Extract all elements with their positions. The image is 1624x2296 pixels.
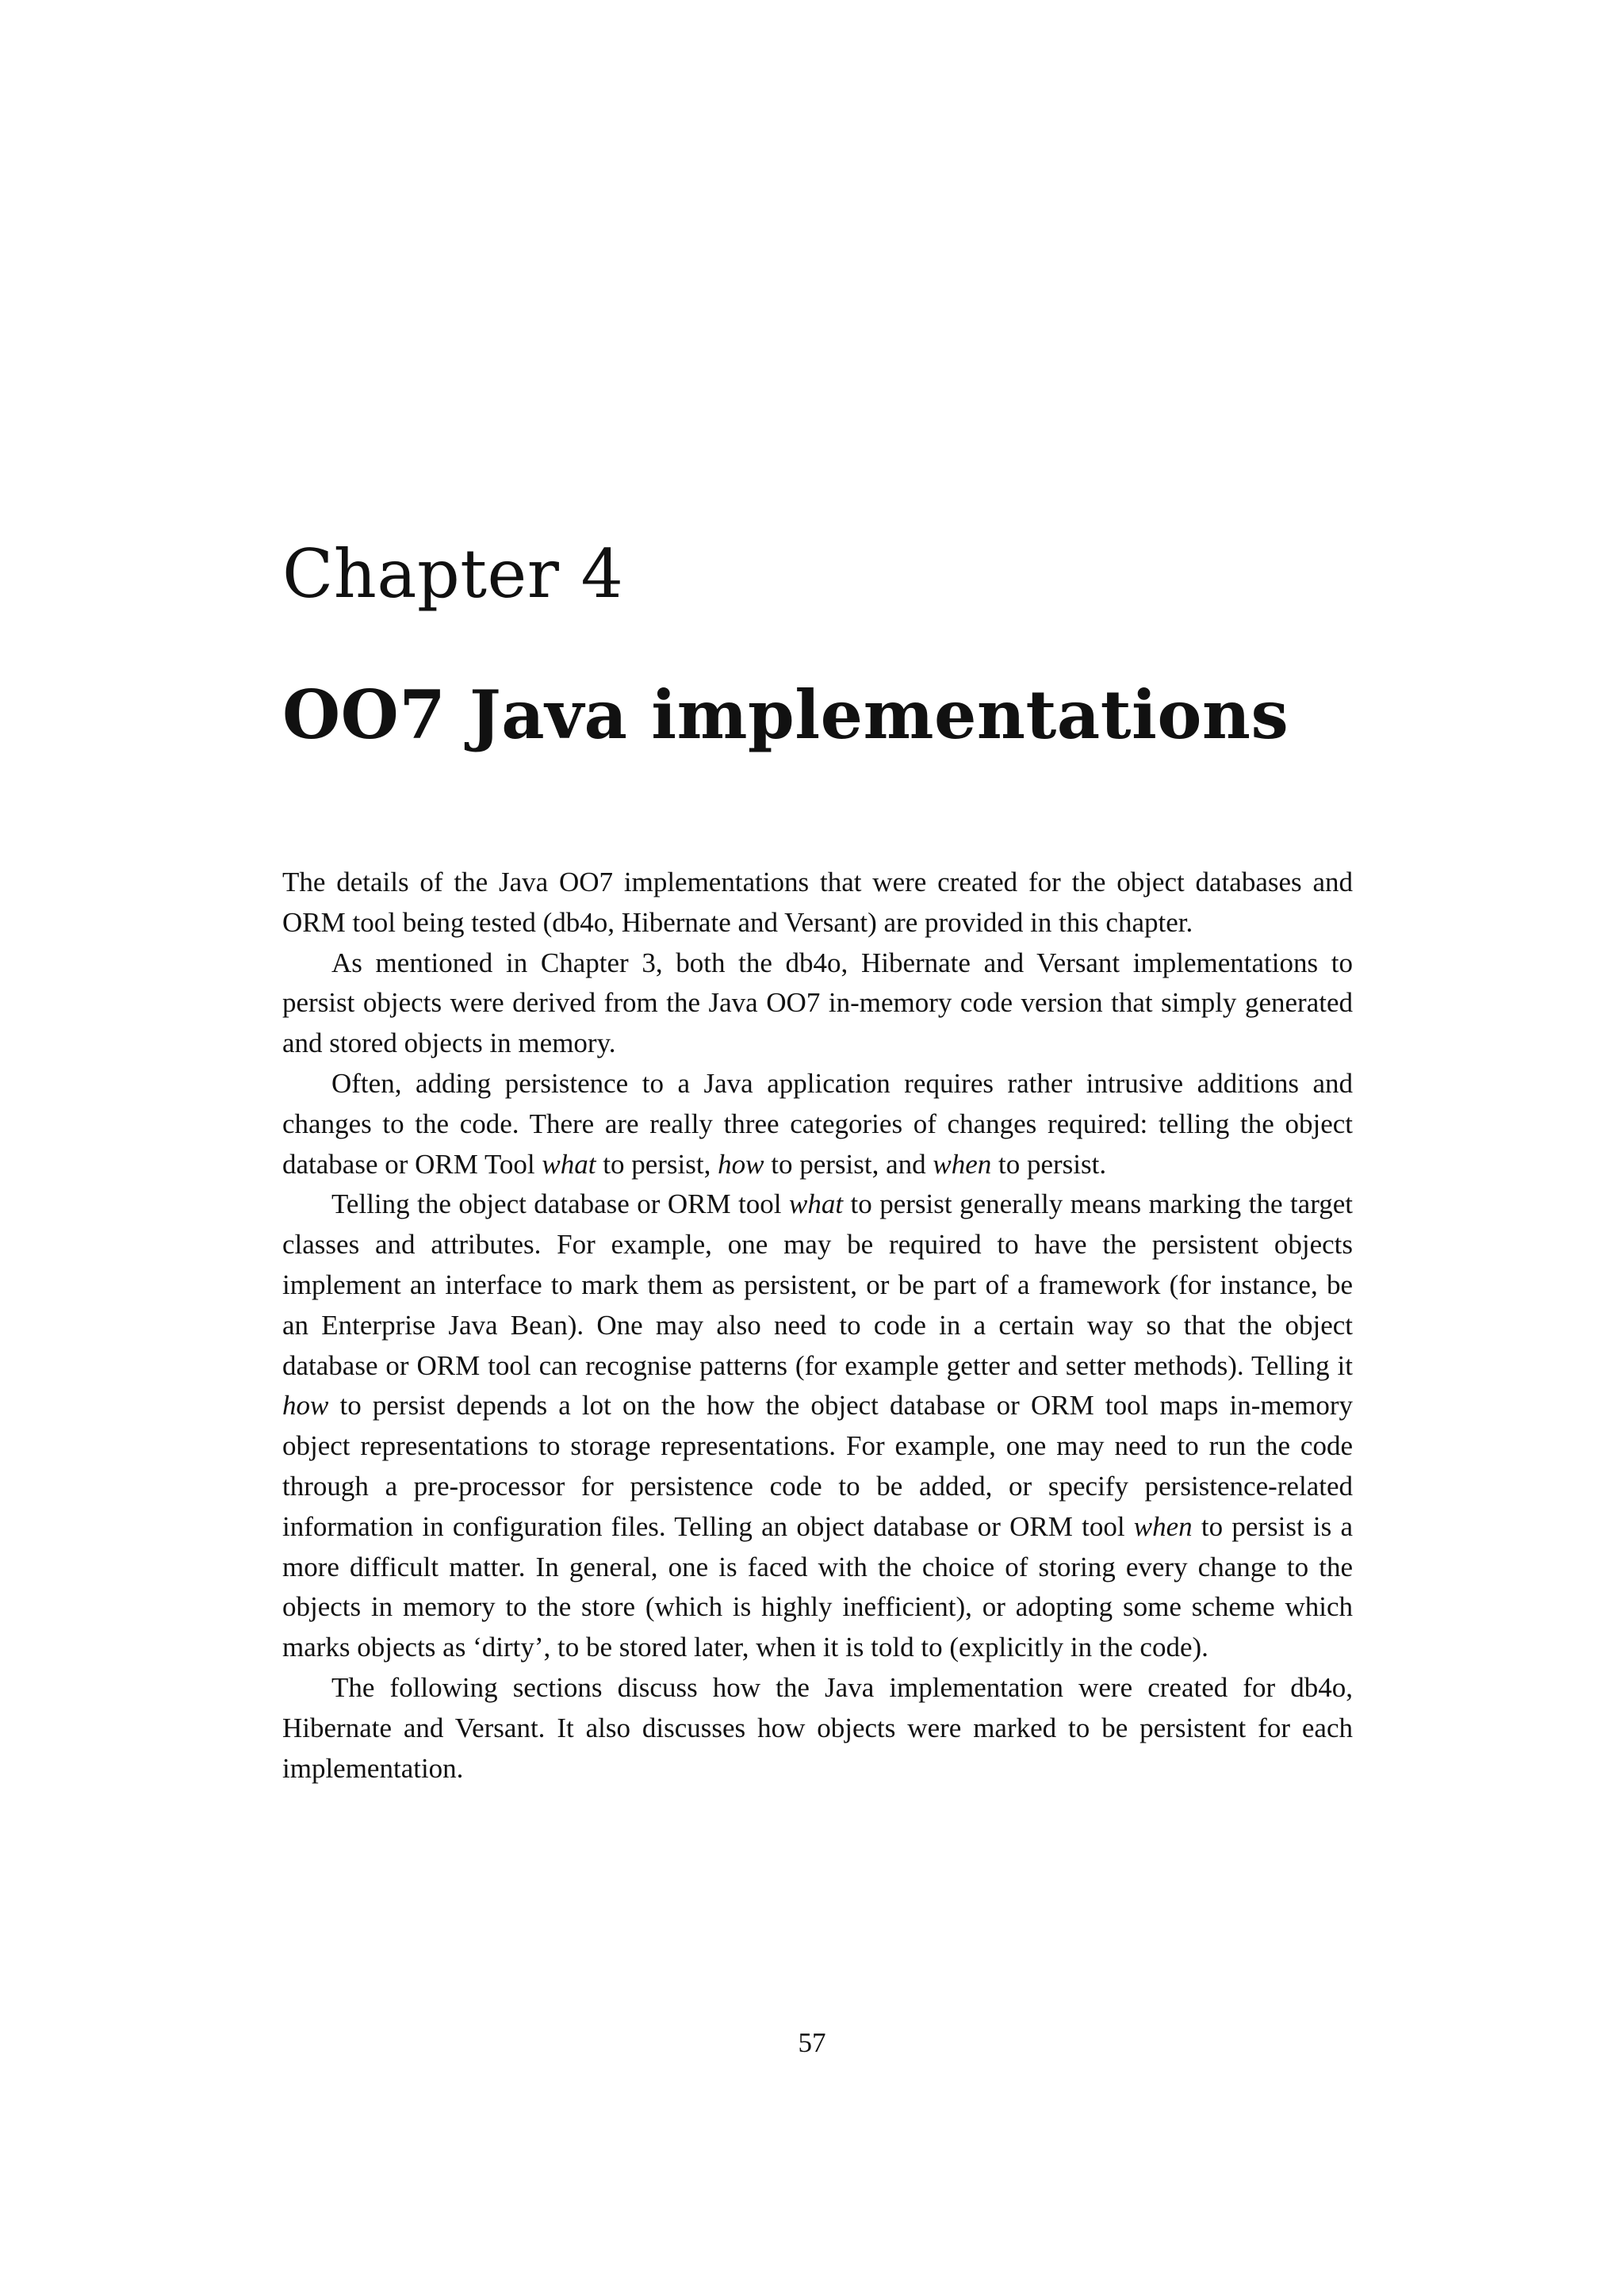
paragraph-1: The details of the Java OO7 implementations that were created for the object databases and ORM tool being tested (db4o, Hibernate and Versant) are provided in this chapter. bbox=[282, 867, 1353, 938]
chapter-label: Chapter 4 bbox=[282, 535, 624, 613]
paragraph-4 bbox=[282, 1184, 1353, 1668]
text-span: Telling the object database or ORM tool bbox=[331, 1188, 789, 1220]
text-span: to persist generally means marking the target classes and attributes. For example, one may be required to have the persistent objects implement an interface to mark them as persistent, or be part of a framework (for instance, be an Enterprise Java Bean). One may also need to code in a certain way so that the object database or ORM tool can recognise patterns (for example getter and setter methods). Telling it bbox=[282, 1188, 1353, 1381]
paragraph-2: As mentioned in Chapter 3, both the db4o, Hibernate and Versant implementations to persist objects were derived from the Java OO7 in-memory code version that simply generated and stored objects in memory. bbox=[282, 947, 1353, 1059]
page-number: 57 bbox=[798, 2027, 826, 2058]
text-span: to persist, and bbox=[764, 1148, 933, 1180]
paragraph-5: The following sections discuss how the Java implementation were created for db4o, Hibernate and Versant. It also discusses how objects were marked to be persistent for each implementation. bbox=[282, 1671, 1353, 1784]
text-span: to persist is a more difficult matter. In general, one is faced with the choice of storing every change to the objects in memory to the store (which is highly inefficient), or adopting some scheme which marks objects as ‘dirty’, to be stored later, when it is told to (explicitly in the code). bbox=[282, 1510, 1354, 1663]
emphasis-what: what bbox=[542, 1148, 596, 1180]
emphasis-what: what bbox=[789, 1188, 844, 1220]
text-span: Often, adding persistence to a Java application requires rather intrusive additions and changes to the code. There are really three categories of changes required: telling the object database or ORM Tool bbox=[282, 1067, 1353, 1180]
emphasis-how: how bbox=[282, 1390, 329, 1422]
paragraph-3 bbox=[282, 1064, 1353, 1184]
body-text bbox=[282, 863, 1353, 1789]
emphasis-when: when bbox=[933, 1148, 992, 1180]
text-span: to persist depends a lot on the how the object database or ORM tool maps in-memory object representations to storage representations. For example, one may need to run the code through a pre-processor for persistence code to be added, or specify persistence-related information in configuration files. Telling an object database or ORM tool bbox=[282, 1390, 1353, 1542]
emphasis-how: how bbox=[718, 1148, 764, 1180]
text-span: to persist. bbox=[991, 1148, 1107, 1180]
text-span: to persist, bbox=[596, 1148, 718, 1180]
emphasis-when: when bbox=[1133, 1510, 1193, 1542]
chapter-title: OO7 Java implementations bbox=[282, 675, 1289, 754]
